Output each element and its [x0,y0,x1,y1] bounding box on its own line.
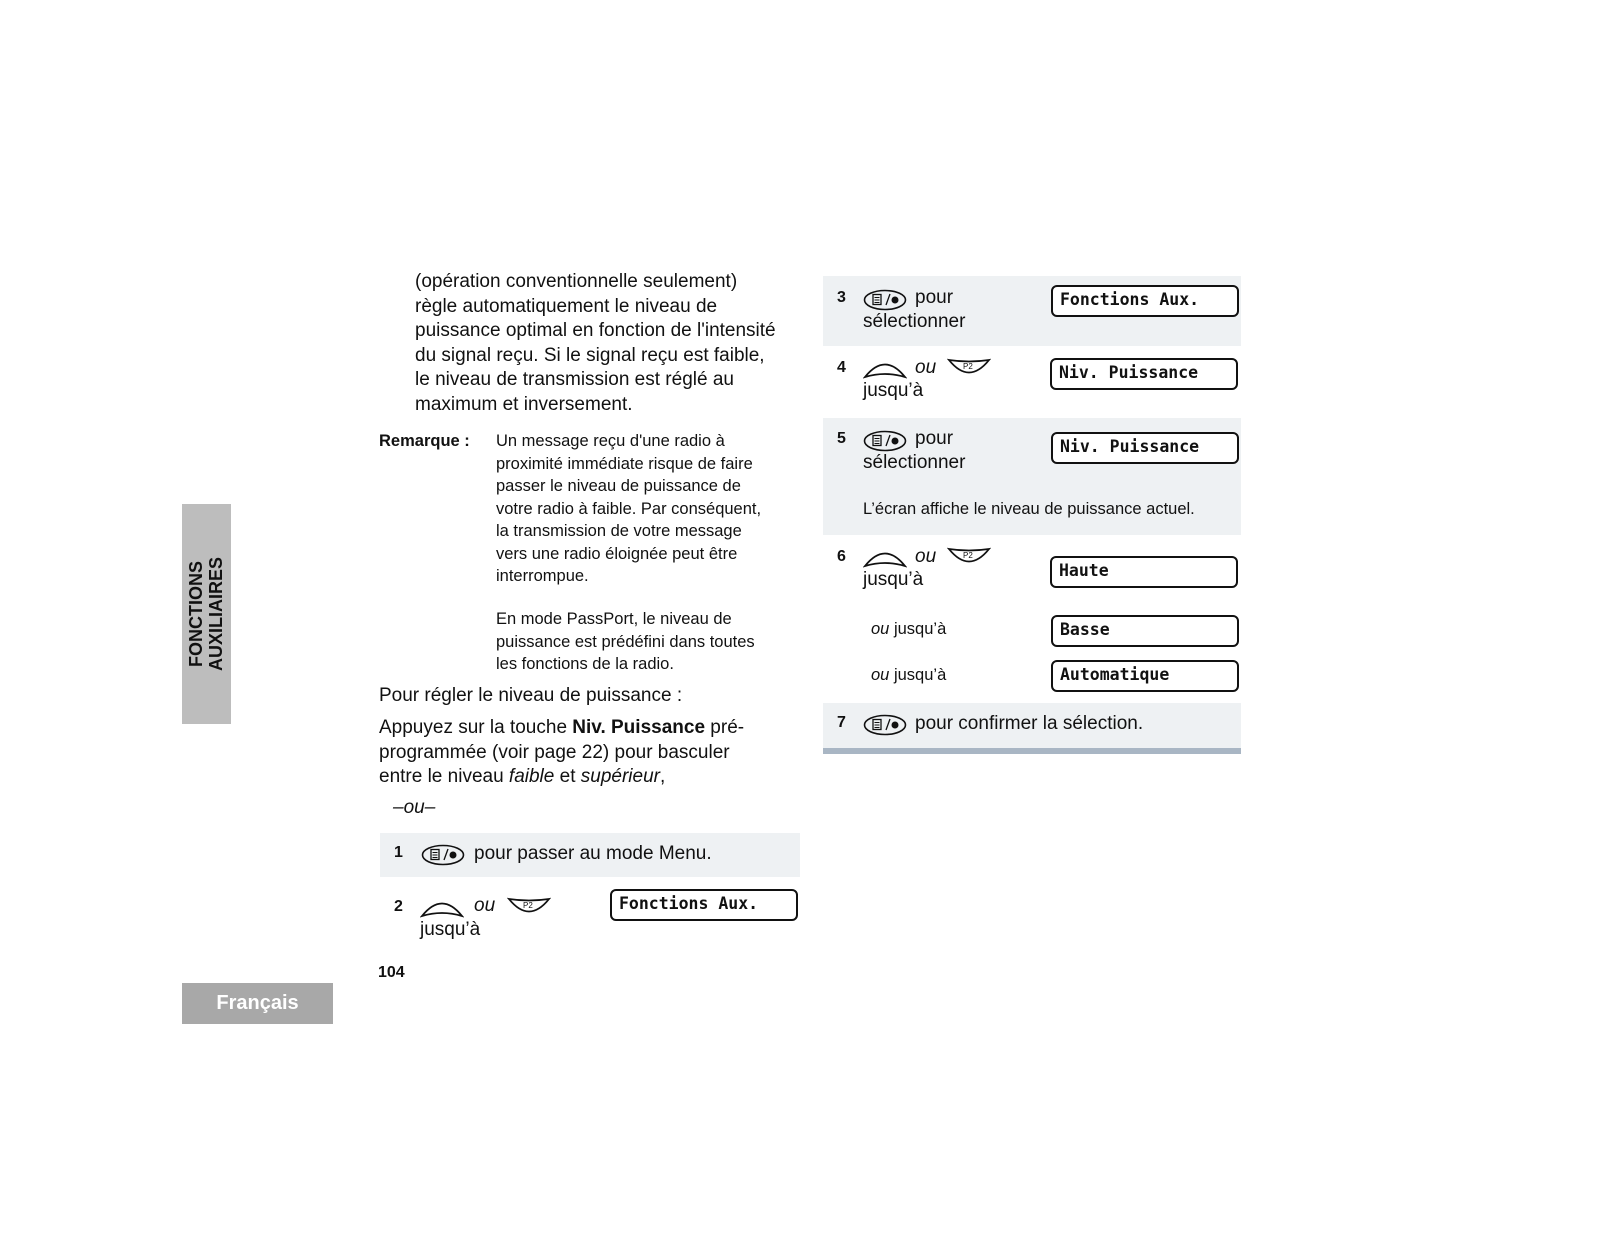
step-number: 7 [837,714,846,731]
text: , [659,766,666,787]
step-number: 1 [394,844,403,861]
remark-line: passer le niveau de puissance de [496,477,741,495]
step-row-6 [823,538,1241,700]
text: programmée (voir page 22) pour basculer [379,741,730,763]
svg-text:P2: P2 [963,362,973,371]
down-scroll-key-icon [947,357,991,384]
step-row-3 [823,276,1241,346]
alt-option-text [871,617,946,642]
intro-line: le niveau de transmission est réglé au [415,369,734,390]
or-separator: –ou– [393,797,436,818]
step-row-2 [380,880,800,942]
remark-line: vers une radio éloignée peut être [496,544,738,563]
step-text: jusqu’à [893,620,947,638]
remark-line: la transmission de votre message [496,522,742,540]
remark-line: votre radio à faible. Par conséquent, [496,499,762,518]
step-number: 2 [394,898,403,915]
remark-line: interrompue. [496,567,589,585]
remark-line: puissance est prédéfini dans toutes [496,632,755,651]
text: Appuyez sur la touche [379,717,573,738]
table-bottom-rule [823,748,1241,754]
step-number: 4 [837,359,846,376]
or-word: ou [871,666,890,684]
step-number: 5 [837,430,846,447]
step-text: pour confirmer la sélection. [915,713,1144,734]
side-tab-line-2: AUXILIAIRES [206,556,226,672]
lcd-display: Basse [1051,615,1239,647]
level-word: supérieur [580,766,660,787]
or-word: ou [474,895,496,916]
step-row-1 [380,833,800,877]
or-word: ou [871,620,890,638]
remark-paragraph-1 [496,430,801,588]
step-number: 6 [837,548,846,565]
step-text: pour [915,287,954,308]
menu-select-button-icon [421,844,465,871]
text: et [554,766,581,787]
step-note: L’écran affiche le niveau de puissance actuel. [863,500,1195,518]
svg-text:P2: P2 [523,901,533,910]
intro-line: maximum et inversement. [415,393,633,415]
down-scroll-key-icon [507,896,551,923]
remark-line: proximité immédiate risque de faire [496,454,753,473]
press-key-paragraph [379,716,789,790]
remark-line: les fonctions de la radio. [496,655,674,673]
procedure-lead: Pour régler le niveau de puissance : [379,685,683,706]
remark-label: Remarque : [379,432,470,450]
step-number: 3 [837,289,846,306]
step-text: sélectionner [863,452,966,473]
language-tab: Français [182,983,333,1024]
step-text: jusqu’à [420,919,481,940]
page-number: 104 [378,964,405,981]
step-row-4 [823,349,1241,415]
step-text: sélectionner [863,311,966,332]
lcd-display: Haute [1050,556,1238,588]
svg-text:P2: P2 [963,551,973,560]
alt-option-text [871,663,946,688]
intro-line: puissance optimal en fonction de l'intensité [415,320,776,341]
text: pré- [705,717,745,738]
text: entre le niveau [379,766,509,787]
step-text: jusqu’à [863,569,924,590]
remark-paragraph-2 [496,608,801,676]
side-tab-line-1: FONCTIONS [186,561,206,668]
intro-line: (opération conventionnelle seulement) [415,271,738,292]
step-row-7 [823,703,1241,748]
lcd-display: Niv. Puissance [1050,358,1238,390]
remark-line: En mode PassPort, le niveau de [496,610,732,628]
step-text: jusqu’à [863,380,924,401]
down-scroll-key-icon [947,546,991,573]
intro-line: règle automatiquement le niveau de [415,295,718,317]
step-text: jusqu’à [893,666,947,684]
remark-line: Un message reçu d'une radio à [496,432,725,450]
lcd-display: Fonctions Aux. [610,889,798,921]
step-text: pour [915,428,954,449]
or-word: ou [915,357,937,378]
level-word: faible [508,766,555,787]
lcd-display: Niv. Puissance [1051,432,1239,464]
or-word: ou [915,546,937,567]
key-name: Niv. Puissance [572,717,706,738]
intro-line: du signal reçu. Si le signal reçu est faible, [415,344,765,366]
step-row-5 [823,418,1241,535]
intro-paragraph [415,270,800,417]
menu-select-button-icon [863,714,907,741]
lcd-display: Automatique [1051,660,1239,692]
section-side-tab [182,504,231,724]
lcd-display: Fonctions Aux. [1051,285,1239,317]
step-text: pour passer au mode Menu. [474,843,712,864]
